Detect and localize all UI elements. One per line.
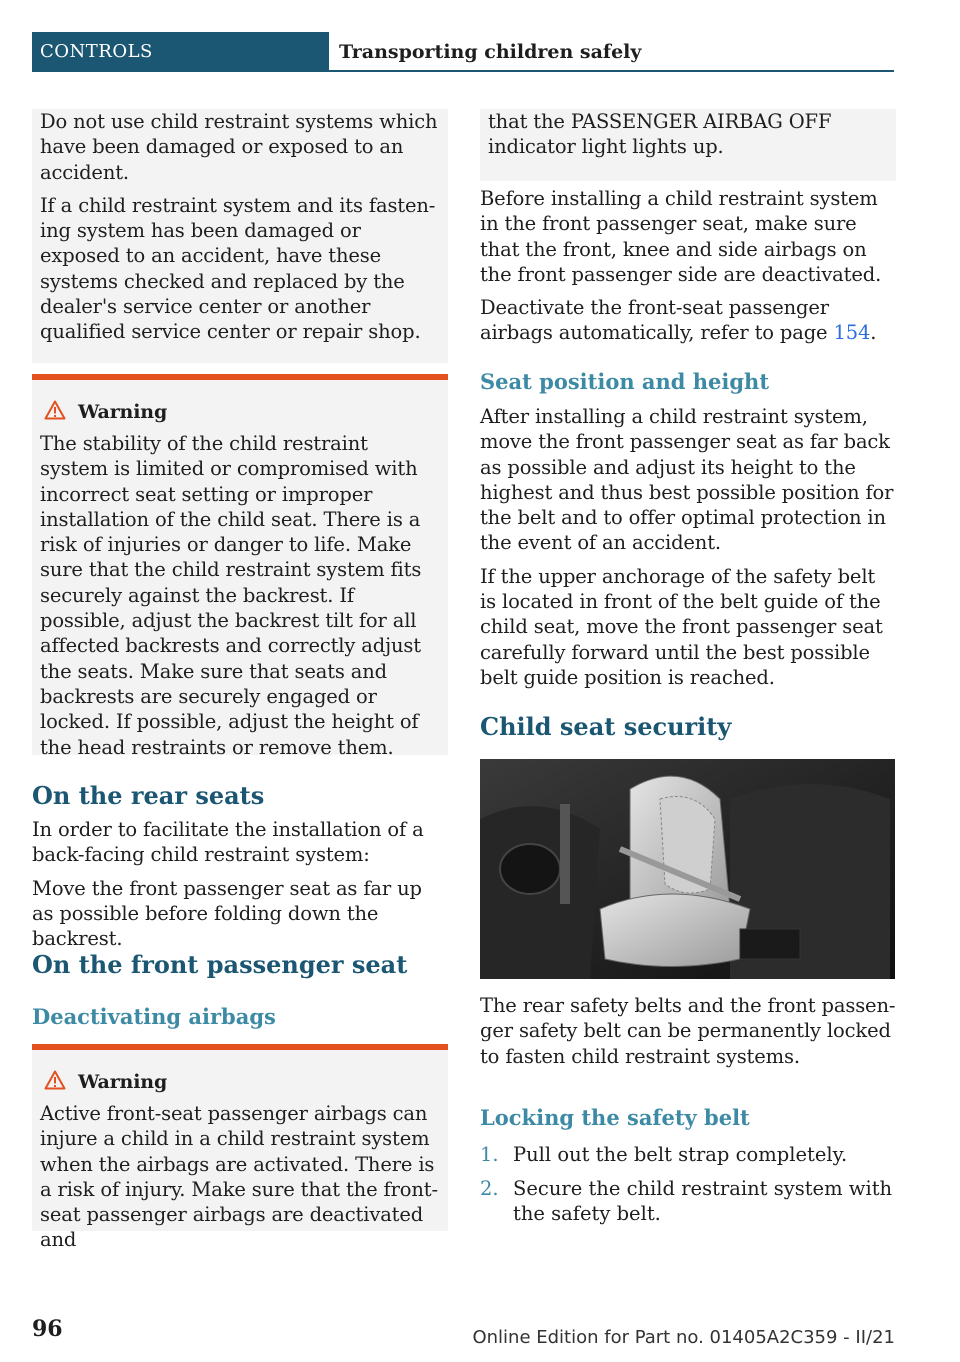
seat-paragraph-2: If the upper anchorage of the safety belt is located in front of the belt guide of the child seat, move the front passenger seat carefully forward until the best possible belt guide position is reached.	[480, 564, 883, 689]
step-text: Secure the child restraint system with the safety belt.	[513, 1177, 893, 1226]
warning-text: Active front-seat passenger airbags can injure a child in a child restraint system when the airbags are activated. There is a risk of injury. Make sure that the front-seat passenger airbags are deactivated and	[40, 1102, 438, 1252]
step-number: 1.	[480, 1143, 499, 1166]
notice-paragraph-2: If a child restraint system and its fastening system has been damaged or exposed to an accident, have these systems checked and replaced by the dealer's service center or another qualified service center or repair shop.	[40, 193, 436, 344]
notice-paragraph-1: Do not use child restraint systems which have been damaged or exposed to an accident.	[40, 110, 438, 184]
section-label: CONTROLS	[32, 32, 329, 72]
step-text: Pull out the belt strap completely.	[513, 1143, 848, 1166]
warning-box-2	[32, 1044, 448, 1252]
child-seat-illustration	[480, 759, 895, 979]
page-number: 96	[32, 1316, 63, 1342]
rear-seats-paragraph-2: Move the front passenger seat as far up as possible before folding down the backrest.	[32, 876, 422, 951]
heading-child-seat-security: Child seat security	[480, 712, 732, 741]
heading-seat-position-height: Seat position and height	[480, 369, 770, 394]
security-paragraph: The rear safety belts and the front passenger safety belt can be permanently locked to fasten child restraint systems.	[480, 994, 896, 1068]
heading-locking-safety-belt: Locking the safety belt	[480, 1105, 750, 1130]
page-header	[32, 32, 894, 72]
airbag-paragraph-2	[480, 295, 896, 346]
warning-heading	[40, 400, 440, 425]
airbag-paragraph-2-text: Deactivate the front-seat passenger airbags automatically, refer to page	[480, 296, 834, 345]
rear-seats-paragraph-1: In order to facilitate the installation of a back-facing child restraint system:	[32, 818, 424, 867]
warning-box-1	[32, 374, 448, 759]
page-title: Transporting children safely	[339, 41, 642, 63]
child-seat-photo	[480, 759, 895, 979]
warning-triangle-icon	[44, 1070, 66, 1090]
heading-deactivating-airbags: Deactivating airbags	[32, 1004, 276, 1029]
edition-footer: Online Edition for Part no. 01405A2C359 - II/21	[472, 1327, 895, 1348]
warning-triangle-icon	[44, 400, 66, 420]
heading-front-passenger-seat: On the front passenger seat	[32, 950, 408, 979]
page-link-154[interactable]: 154	[833, 321, 871, 345]
airbag-paragraph-1: Before installing a child restraint system in the front passenger seat, make sure that the front, knee and side airbags on the front passenger side are deactivated.	[480, 187, 882, 286]
airbag-paragraph-2-end: .	[870, 321, 877, 345]
warning-text: The stability of the child restraint system is limited or compromised with incorrect seat setting or improper installation of the child seat. There is a risk of injuries or danger to life. Make sure that the child restraint system fits securely against the backrest. If possible, adjust the backrest tilt for all affected backrests and correctly adjust the seats. Make sure that seats and backrests are securely engaged or locked. If possible, adjust the height of the head restraints or remove them.	[40, 432, 422, 759]
notice-box	[32, 109, 448, 363]
warning-label: Warning	[78, 1071, 168, 1093]
warning-label: Warning	[78, 401, 168, 423]
seat-paragraph-1: After installing a child restraint system, move the front passenger seat as far back as possible and adjust its height to the highest and thus best possible position for the belt and to offer optimal protection in the event of an accident.	[480, 405, 894, 555]
warning-heading	[40, 1070, 440, 1095]
warning-bar	[32, 1044, 448, 1050]
warning-continuation-text: that the PASSENGER AIRBAG OFF indicator light lights up.	[488, 110, 832, 159]
heading-rear-seats: On the rear seats	[32, 781, 265, 810]
warning-bar	[32, 374, 448, 380]
step-number: 2.	[480, 1177, 499, 1200]
warning-continuation-box	[480, 109, 896, 181]
